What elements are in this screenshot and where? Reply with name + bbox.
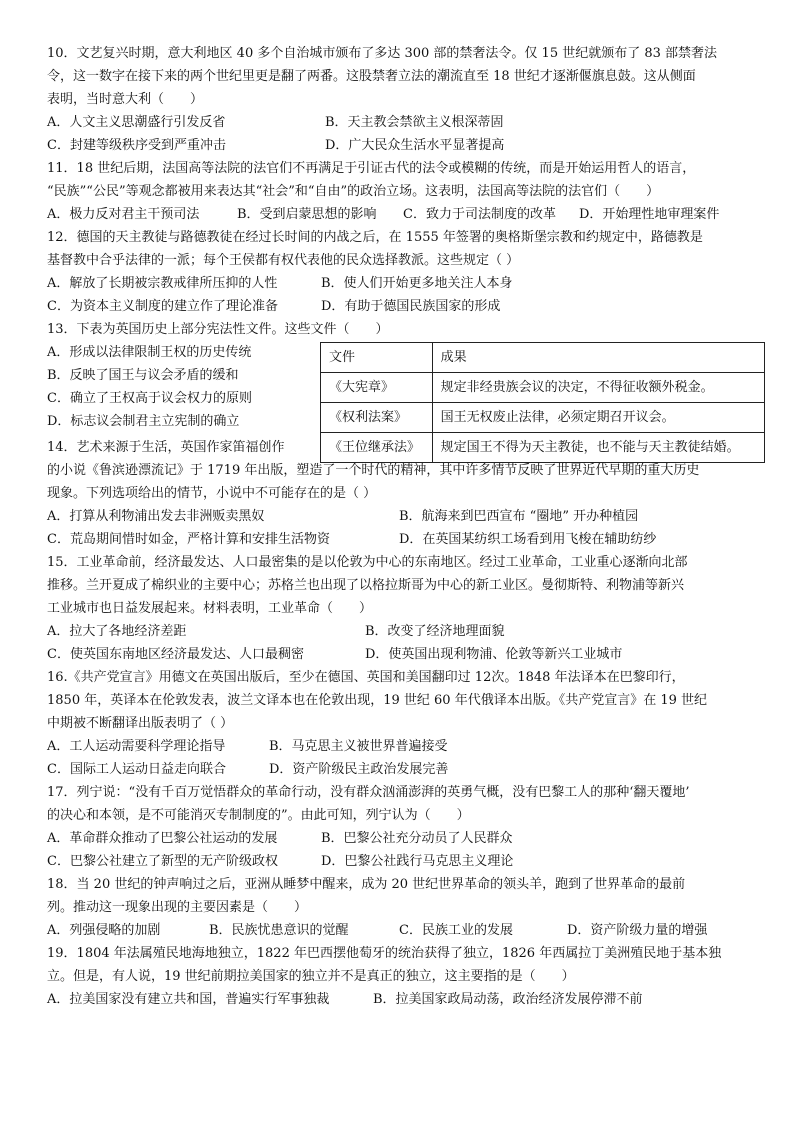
question-19 [47, 942, 765, 1011]
option-c[interactable]: C．为资本主义制度的建立作了理论准备 [47, 299, 278, 314]
option-b[interactable]: B．受到启蒙思想的影响 [237, 207, 377, 222]
question-stem-line: 令，这一数字在接下来的两个世纪里更是翻了两番。这股禁奢立法的潮流直至 18 世纪才逐渐偃旗息鼓。这从侧面 [47, 69, 696, 84]
constitutional-documents-table [320, 342, 765, 463]
question-stem-line: 14．艺术来源于生活，英国作家笛福创作 [47, 440, 285, 455]
option-a[interactable]: A．极力反对君主干预司法 [47, 207, 200, 222]
option-b[interactable]: B．反映了国王与议会矛盾的缓和 [47, 368, 239, 383]
option-d[interactable]: D．使英国出现利物浦、伦敦等新兴工业城市 [365, 647, 623, 662]
question-stem-line: 现象。下列选项给出的情节，小说中不可能存在的是（ ） [47, 486, 377, 501]
question-stem-line: 列。推动这一现象出现的主要因素是（ ） [47, 900, 308, 915]
question-10 [47, 42, 765, 157]
table-header-row [321, 343, 765, 373]
option-b[interactable]: B．拉美国家政局动荡，政治经济发展停滞不前 [373, 992, 643, 1007]
option-c[interactable]: C．封建等级秩序受到严重冲击 [47, 138, 226, 153]
question-stem-line: 18．当 20 世纪的钟声响过之后，亚洲从睡梦中醒来，成为 20 世纪世界革命的领头羊，跑到了世界革命的最前 [47, 877, 686, 892]
question-stem-line: 工业城市也日益发展起来。材料表明，工业革命（ ） [47, 601, 373, 616]
option-c[interactable]: C．荒岛期间惜时如金，严格计算和安排生活物资 [47, 532, 330, 547]
option-d[interactable]: D．标志议会制君主立宪制的确立 [47, 414, 240, 429]
question-16 [47, 666, 765, 781]
option-d[interactable]: D．有助于德国民族国家的形成 [321, 299, 501, 314]
table-row [321, 373, 765, 403]
table-cell: 规定国王不得为天主教徒，也不能与天主教徒结婚。 [432, 433, 764, 463]
question-12 [47, 226, 765, 318]
question-15 [47, 551, 765, 666]
table-cell: 国王无权废止法律，必须定期召开议会。 [432, 403, 764, 433]
table-row [321, 403, 765, 433]
option-b[interactable]: B．改变了经济地理面貌 [365, 624, 505, 639]
option-b[interactable]: B．巴黎公社充分动员了人民群众 [321, 831, 513, 846]
table-row [321, 433, 765, 463]
option-d[interactable]: D．资产阶级力量的增强 [567, 923, 708, 938]
exam-page [47, 42, 765, 1011]
option-c[interactable]: C．确立了王权高于议会权力的原则 [47, 391, 252, 406]
table-cell: 《王位继承法》 [321, 433, 433, 463]
question-stem-line: 中期被不断翻译出版表明了（ ） [47, 716, 234, 731]
option-b[interactable]: B．天主教会禁欲主义根深蒂固 [325, 115, 504, 130]
table-header-cell: 成果 [432, 343, 764, 373]
question-stem-line: 基督教中合乎法律的一派；每个王侯都有权代表他的民众选择教派。这些规定（ ） [47, 253, 520, 268]
question-stem-line: 的决心和本领，是不可能消灭专制制度的”。由此可知，列宁认为（ ） [47, 808, 470, 823]
question-stem-line: 15．工业革命前，经济最发达、人口最密集的是以伦敦为中心的东南地区。经过工业革命，工业重心逐渐向北部 [47, 555, 688, 570]
option-a[interactable]: A．人文主义思潮盛行引发反省 [47, 115, 226, 130]
option-b[interactable]: B．马克思主义被世界普遍接受 [269, 739, 448, 754]
question-11 [47, 157, 765, 226]
option-c[interactable]: C．使英国东南地区经济最发达、人口最稠密 [47, 647, 304, 662]
question-stem-line: 表明，当时意大利（ ） [47, 92, 204, 107]
question-stem-line: 13．下表为英国历史上部分宪法性文件。这些文件（ ） [47, 322, 389, 337]
option-d[interactable]: D．广大民众生活水平显著提高 [325, 138, 505, 153]
option-c[interactable]: C．巴黎公社建立了新型的无产阶级政权 [47, 854, 278, 869]
question-18 [47, 873, 765, 942]
question-stem-line: 17．列宁说：“没有千百万觉悟群众的革命行动，没有群众汹涌澎湃的英勇气概，没有巴黎工人的那种‘翻天覆地’ [47, 785, 690, 800]
option-d[interactable]: D．资产阶级民主政治发展完善 [269, 762, 449, 777]
option-a[interactable]: A．打算从利物浦出发去非洲贩卖黑奴 [47, 509, 265, 524]
question-stem-line: 推移。兰开夏成了棉织业的主要中心；苏格兰也出现了以格拉斯哥为中心的新工业区。曼彻斯特、利物浦等新兴 [47, 578, 685, 593]
question-stem-line: 立。但是，有人说，19 世纪前期拉美国家的独立并不是真正的独立，这主要指的是（ ） [47, 969, 575, 984]
option-a[interactable]: A．解放了长期被宗教戒律所压抑的人性 [47, 276, 278, 291]
option-b[interactable]: B．航海来到巴西宣布 “圈地” 开办种植园 [399, 509, 639, 524]
option-b[interactable]: B．民族忧患意识的觉醒 [209, 923, 349, 938]
option-b[interactable]: B．使人们开始更多地关注人本身 [321, 276, 513, 291]
table-cell: 《大宪章》 [321, 373, 433, 403]
question-stem-line: 1850 年，英译本在伦敦发表，波兰文译本也在伦敦出现，19 世纪 60 年代俄译本出版。《共产党宣言》在 19 世纪 [47, 693, 708, 708]
table-cell: 规定非经贵族会议的决定，不得征收额外税金。 [432, 373, 764, 403]
question-stem-line: 10．文艺复兴时期，意大利地区 40 多个自治城市颁布了多达 300 部的禁奢法令。仅 15 世纪就颁布了 83 部禁奢法 [47, 46, 718, 61]
question-stem-line: 19．1804 年法属殖民地海地独立，1822 年巴西摆他萄牙的统治获得了独立，1826 年西属拉丁美洲殖民地于基本独 [47, 946, 722, 961]
option-d[interactable]: D．巴黎公社践行马克思主义理论 [321, 854, 514, 869]
option-c[interactable]: C．致力于司法制度的改革 [403, 207, 556, 222]
table-cell: 《权利法案》 [321, 403, 433, 433]
question-17 [47, 781, 765, 873]
question-stem-line: 的小说《鲁滨逊漂流记》于 1719 年出版，塑造了一个时代的精神，其中许多情节反映了世界近代早期的重大历史 [47, 463, 700, 478]
question-stem-line: 16.《共产党宣言》用德文在英国出版后，至少在德国、英国和美国翻印过 12次。1848 年法译本在巴黎印行， [47, 670, 685, 685]
option-a[interactable]: A．列强侵略的加剧 [47, 923, 161, 938]
question-stem-line: 12．德国的天主教徒与路德教徒在经过长时间的内战之后，在 1555 年签署的奥格斯堡宗教和约规定中，路德教是 [47, 230, 703, 245]
option-d[interactable]: D．在英国某纺织工场看到用飞梭在辅助纺纱 [399, 532, 657, 547]
option-a[interactable]: A．革命群众推动了巴黎公社运动的发展 [47, 831, 278, 846]
question-stem-line: 11．18 世纪后期，法国高等法院的法官们不再满足于引证古代的法令或模糊的传统，而是开始运用哲人的语言， [47, 161, 696, 176]
option-a[interactable]: A．拉大了各地经济差距 [47, 624, 187, 639]
option-c[interactable]: C．民族工业的发展 [399, 923, 513, 938]
option-a[interactable]: A．形成以法律限制王权的历史传统 [47, 345, 252, 360]
table-header-cell: 文件 [321, 343, 433, 373]
option-c[interactable]: C．国际工人运动日益走向联合 [47, 762, 226, 777]
option-d[interactable]: D．开始理性地审理案件 [579, 207, 720, 222]
option-a[interactable]: A．拉美国家没有建立共和国，普遍实行军事独裁 [47, 992, 330, 1007]
option-a[interactable]: A．工人运动需要科学理论指导 [47, 739, 226, 754]
question-stem-line: “民族”“公民”等观念都被用来表达其“社会”和“自由”的政治立场。这表明，法国高等法院的法官们（ ） [47, 184, 660, 199]
